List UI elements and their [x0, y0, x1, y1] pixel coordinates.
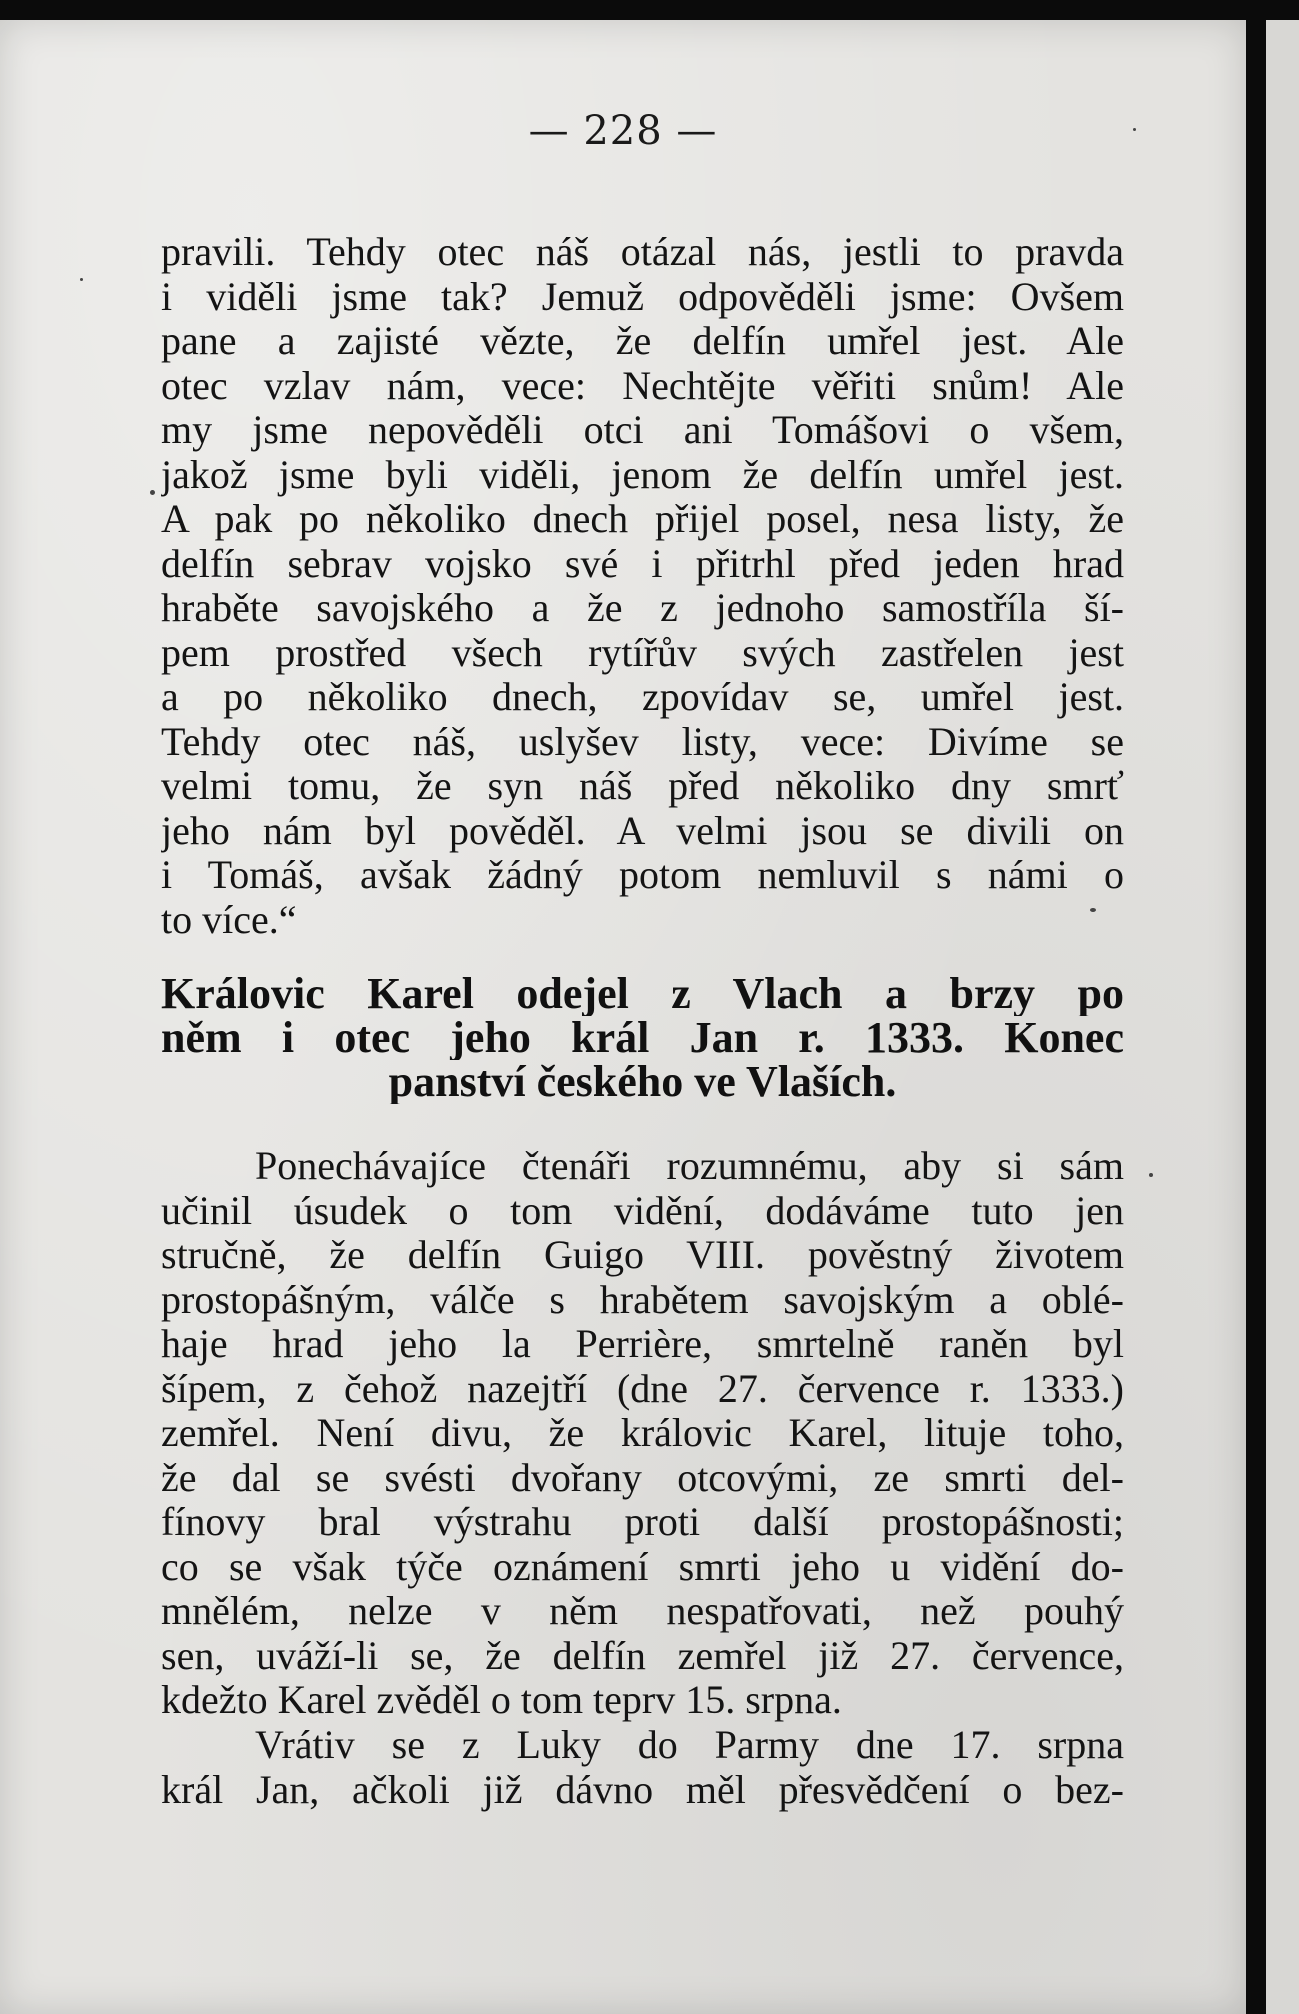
text-line: pem prostřed všech rytířův svých zastřelen jest: [161, 630, 1124, 675]
paragraph-2: [161, 1144, 1124, 1723]
text-line: Ponechávajíce čtenáři rozumnému, aby si sám: [255, 1144, 1124, 1188]
text-line: pane a zajisté vězte, že delfín umřel jest. Ale: [161, 319, 1124, 363]
heading-line: Královic Karel odejel z Vlach a brzy po: [161, 972, 1124, 1016]
paragraph-1: [161, 230, 1124, 942]
text-line: my jsme nepověděli otci ani Tomášovi o všem,: [161, 408, 1124, 452]
text-line: i Tomáš, avšak žádný potom nemluvil s námi o: [161, 853, 1124, 897]
text-line: co se však týče oznámení smrti jeho u vidění do-: [161, 1544, 1124, 1589]
text-line: šípem, z čehož nazejtří (dne 27. července r. 1333.): [161, 1366, 1124, 1411]
section-heading: [161, 972, 1124, 1104]
text-line: Tehdy otec náš, uslyšev listy, vece: Divíme se: [161, 719, 1124, 764]
text-line: A pak po několiko dnech přijel posel, nesa listy, že: [161, 497, 1124, 541]
text-line: že dal se svésti dvořany otcovými, ze smrti del-: [161, 1455, 1124, 1500]
text-line: učinil úsudek o tom vidění, dodáváme tuto jen: [161, 1188, 1124, 1233]
text-line: jeho nám byl pověděl. A velmi jsou se divili on: [161, 808, 1124, 853]
scan-speck: [1149, 1173, 1153, 1177]
text-line: prostopášným, válče s hrabětem savojským a oblé-: [161, 1277, 1124, 1322]
text-line: pravili. Tehdy otec náš otázal nás, jestli to pravda: [161, 230, 1124, 274]
heading-line: něm i otec jeho král Jan r. 1333. Konec: [161, 1016, 1124, 1060]
text-line: fínovy bral výstrahu proti další prostopášnosti;: [161, 1500, 1124, 1544]
text-line: i viděli jsme tak? Jemuž odpověděli jsme: Ovšem: [161, 274, 1124, 319]
paragraph-3-body: [161, 1723, 1124, 1812]
text-line: jakož jsme byli viděli, jenom že delfín umřel jest.: [161, 452, 1124, 497]
page-sheet: [0, 20, 1246, 2014]
text-line: zemřel. Není divu, že královic Karel, lituje toho,: [161, 1411, 1124, 1455]
text-line: stručně, že delfín Guigo VIII. pověstný životem: [161, 1233, 1124, 1277]
scan-speck: [80, 278, 83, 281]
paragraph-2-body: [161, 1144, 1124, 1723]
paragraph-3: [161, 1723, 1124, 1812]
scan-speck: [1090, 908, 1096, 912]
paragraph-1-body: [161, 230, 1124, 942]
text-line: otec vzlav nám, vece: Nechtějte věřiti snům! Ale: [161, 363, 1124, 408]
text-line: velmi tomu, že syn náš před několiko dny smrť: [161, 764, 1124, 808]
text-line: delfín sebrav vojsko své i přitrhl před jeden hrad: [161, 541, 1124, 586]
heading-line: panství českého ve Vlaších.: [388, 1060, 897, 1104]
text-line: to více.“: [161, 897, 297, 942]
text-line: a po několiko dnech, zpovídav se, umřel jest.: [161, 675, 1124, 719]
scan-speck: [1133, 128, 1136, 131]
text-line: sen, uváží-li se, že delfín zemřel již 27. července,: [161, 1633, 1124, 1678]
text-line: mnělém, nelze v něm nespatřovati, než pouhý: [161, 1589, 1124, 1633]
scan-speck: [150, 490, 155, 495]
text-line: král Jan, ačkoli již dávno měl přesvědčení o bez-: [161, 1767, 1124, 1812]
text-line: haje hrad jeho la Perrière, smrtelně raněn byl: [161, 1322, 1124, 1366]
text-line: kdežto Karel zvěděl o tom teprv 15. srpna.: [161, 1678, 842, 1722]
text-line: hraběte savojského a že z jednoho samostříla ší-: [161, 586, 1124, 630]
text-line: Vrátiv se z Luky do Parmy dne 17. srpna: [255, 1723, 1124, 1767]
page-number: — 228 —: [528, 108, 718, 154]
adjacent-page-edge: [1266, 20, 1299, 2014]
